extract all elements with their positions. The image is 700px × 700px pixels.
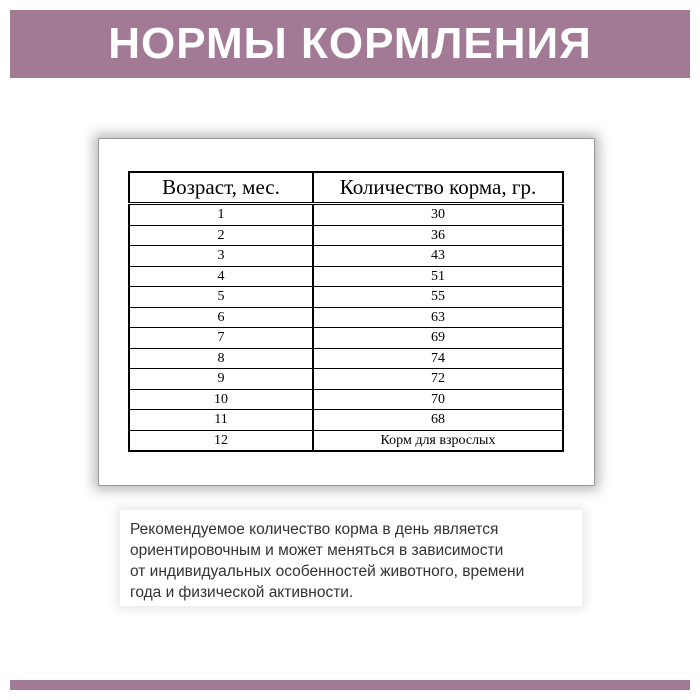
- note-line: Рекомендуемое количество корма в день является: [130, 521, 499, 538]
- amount-cell: 55: [313, 287, 563, 308]
- note-line: от индивидуальных особенностей животного, времени: [130, 563, 525, 580]
- amount-cell: 72: [313, 369, 563, 390]
- table-row: [129, 225, 563, 246]
- amount-cell: 36: [313, 225, 563, 246]
- amount-cell: Корм для взрослых: [313, 430, 563, 451]
- age-cell: 1: [129, 204, 313, 226]
- table-row: [129, 389, 563, 410]
- table-row: [129, 410, 563, 431]
- amount-cell: 51: [313, 266, 563, 287]
- table-row: [129, 348, 563, 369]
- age-cell: 9: [129, 369, 313, 390]
- note-text: [130, 519, 572, 603]
- amount-cell: 30: [313, 204, 563, 226]
- recommendation-note: [120, 510, 582, 606]
- table-row: [129, 287, 563, 308]
- footer-bar: [10, 680, 690, 690]
- age-cell: 10: [129, 389, 313, 410]
- amount-cell: 68: [313, 410, 563, 431]
- feeding-table: [128, 171, 564, 452]
- column-header-age: Возраст, мес.: [129, 172, 313, 204]
- amount-cell: 43: [313, 246, 563, 267]
- note-line: ориентировочным и может меняться в зависимости: [130, 542, 504, 559]
- age-cell: 11: [129, 410, 313, 431]
- age-cell: 3: [129, 246, 313, 267]
- table-row: [129, 328, 563, 349]
- amount-cell: 70: [313, 389, 563, 410]
- amount-cell: 69: [313, 328, 563, 349]
- age-cell: 2: [129, 225, 313, 246]
- age-cell: 7: [129, 328, 313, 349]
- table-row: [129, 204, 563, 226]
- age-cell: 6: [129, 307, 313, 328]
- age-cell: 4: [129, 266, 313, 287]
- table-row: [129, 430, 563, 451]
- age-cell: 8: [129, 348, 313, 369]
- amount-cell: 63: [313, 307, 563, 328]
- page-title: НОРМЫ КОРМЛЕНИЯ: [108, 19, 592, 68]
- table-row: [129, 266, 563, 287]
- table-row: [129, 369, 563, 390]
- note-line: года и физической активности.: [130, 584, 354, 601]
- amount-cell: 74: [313, 348, 563, 369]
- column-header-amount: Количество корма, гр.: [313, 172, 563, 204]
- table-header-row: [129, 172, 563, 204]
- table-row: [129, 246, 563, 267]
- age-cell: 5: [129, 287, 313, 308]
- table-card: [98, 138, 595, 486]
- age-cell: 12: [129, 430, 313, 451]
- table-row: [129, 307, 563, 328]
- header-banner: [10, 10, 690, 78]
